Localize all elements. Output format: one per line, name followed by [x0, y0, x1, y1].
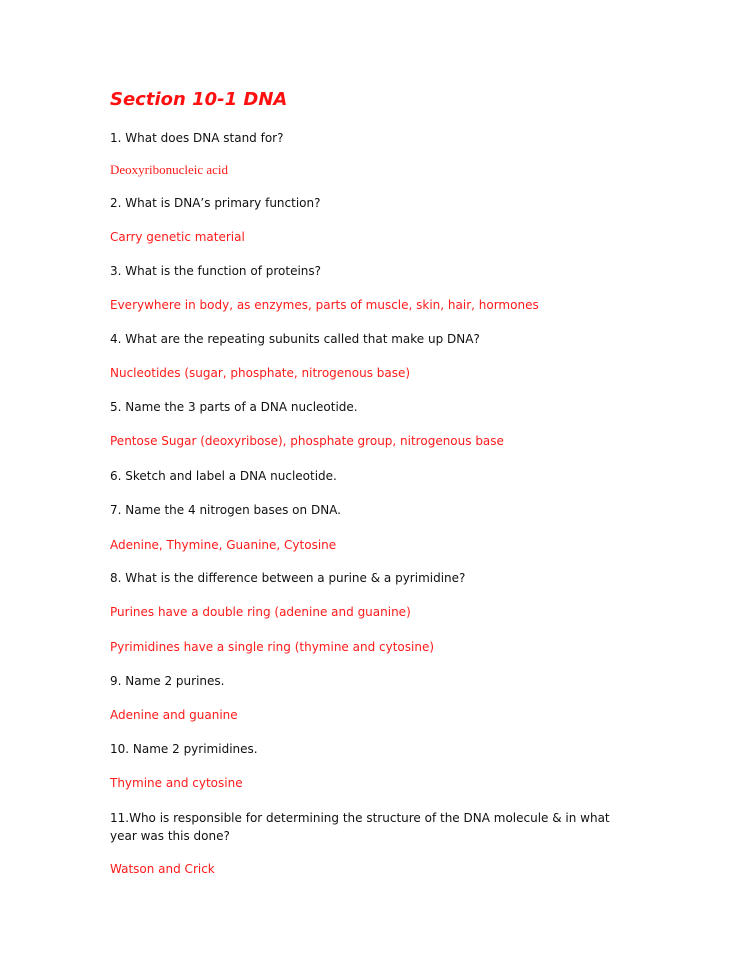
question-11: 11.Who is responsible for determining the structure of the DNA molecule & in what year was this done? [110, 811, 610, 843]
question-3: 3. What is the function of proteins? [110, 264, 322, 278]
answer-2: Carry genetic material [110, 230, 245, 244]
section-title: Section 10-1 DNA [110, 89, 288, 110]
question-1: 1. What does DNA stand for? [110, 131, 284, 145]
answer-1: Deoxyribonucleic acid [110, 162, 229, 177]
question-8: 8. What is the difference between a purine & a pyrimidine? [110, 571, 466, 585]
question-9: 9. Name 2 purines. [110, 674, 225, 688]
question-4: 4. What are the repeating subunits called that make up DNA? [110, 332, 480, 346]
answer-10: Thymine and cytosine [110, 776, 243, 790]
question-2: 2. What is DNA’s primary function? [110, 196, 321, 210]
answer-5: Pentose Sugar (deoxyribose), phosphate group, nitrogenous base [110, 434, 504, 448]
question-10: 10. Name 2 pyrimidines. [110, 742, 258, 756]
answer-7: Adenine, Thymine, Guanine, Cytosine [110, 538, 337, 552]
answer-3: Everywhere in body, as enzymes, parts of muscle, skin, hair, hormones [110, 298, 539, 312]
answer-8b: Pyrimidines have a single ring (thymine and cytosine) [110, 640, 435, 654]
question-7: 7. Name the 4 nitrogen bases on DNA. [110, 503, 341, 517]
answer-4: Nucleotides (sugar, phosphate, nitrogenous base) [110, 366, 411, 380]
answer-9: Adenine and guanine [110, 708, 238, 722]
question-6: 6. Sketch and label a DNA nucleotide. [110, 469, 337, 483]
answer-11: Watson and Crick [110, 862, 215, 876]
question-5: 5. Name the 3 parts of a DNA nucleotide. [110, 400, 358, 414]
answer-8a: Purines have a double ring (adenine and guanine) [110, 605, 411, 619]
